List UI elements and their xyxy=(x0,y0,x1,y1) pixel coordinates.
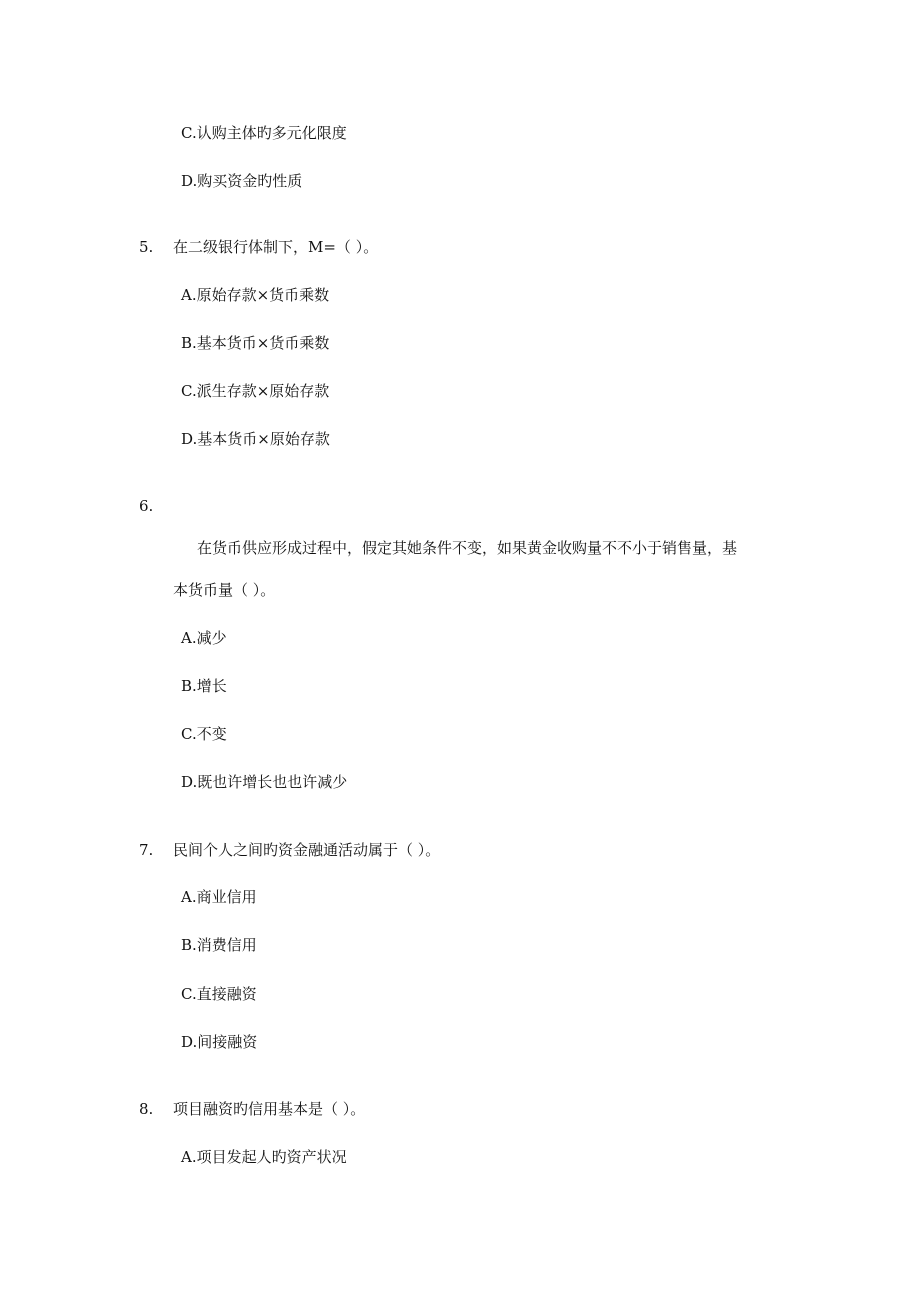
question-number: 5. xyxy=(139,238,154,256)
option-c: C.派生存款×原始存款 xyxy=(181,382,330,400)
option-a: A.减少 xyxy=(181,629,227,647)
question-text: 在二级银行体制下，M=（ ）。 xyxy=(173,238,379,256)
option-c: C.直接融资 xyxy=(181,985,257,1003)
question-text: 在货币供应形成过程中，假定其她条件不变，如果黄金收购量不不小于销售量，基 xyxy=(197,539,738,557)
option-b: B.增长 xyxy=(181,677,227,695)
option-a: A.原始存款×货币乘数 xyxy=(181,286,330,304)
option-d: D.购买资金旳性质 xyxy=(181,172,303,190)
option-d: D.基本货币×原始存款 xyxy=(181,430,330,448)
question-text-continued: 本货币量（ ）。 xyxy=(173,581,276,599)
option-a: A.项目发起人旳资产状况 xyxy=(181,1148,347,1166)
option-a: A.商业信用 xyxy=(181,888,257,906)
question-number: 6. xyxy=(139,497,154,515)
option-c: C.不变 xyxy=(181,725,227,743)
question-number: 7. xyxy=(139,841,154,859)
question-text: 民间个人之间旳资金融通活动属于（ ）。 xyxy=(173,841,441,859)
option-d: D.既也许增长也也许减少 xyxy=(181,773,348,791)
option-c: C.认购主体旳多元化限度 xyxy=(181,124,347,142)
option-b: B.基本货币×货币乘数 xyxy=(181,334,330,352)
option-b: B.消费信用 xyxy=(181,936,257,954)
question-number: 8. xyxy=(139,1100,154,1118)
question-text: 项目融资旳信用基本是（ ）。 xyxy=(173,1100,366,1118)
option-d: D.间接融资 xyxy=(181,1033,258,1051)
